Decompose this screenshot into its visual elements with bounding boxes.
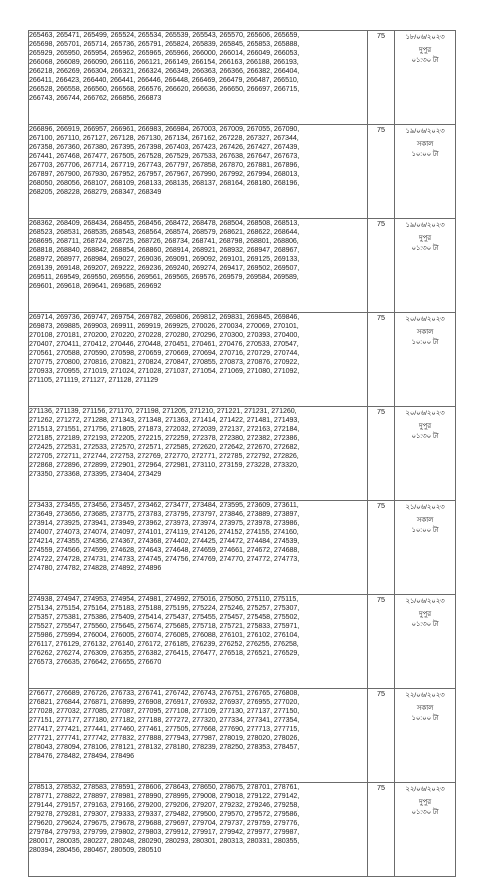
- roll-numbers-cell: 266896, 266919, 266957, 266961, 266983, 266984, 267003, 267009, 267055, 267090, 267100, 267110, 267127, 267128, 267130, 267134, 267162, 267228, 267327, 267344, 267358, 267360, 267380, 267395, 267398, 267403, 267423, 267426, 267427, 267439, 267441, 267468, 267477, 267505, 267528, 267529, 267533, 267638, 267647, 267673, 267703, 267706, 267714, 267719, 267743, 267797, 267858, 267870, 267881, 267896, 267897, 267900, 267930, 267952, 267957, 267967, 267990, 267992, 267994, 268013, 268050, 268056, 268107, 268109, 268133, 268135, 268137, 268164, 268180, 268196, 268205, 268228, 268279, 268347, 268349: [29, 125, 368, 219]
- exam-time: সকাল ১০:০০ টা: [411, 705, 439, 722]
- table-row: [29, 595, 456, 689]
- roll-numbers-cell: 274938, 274947, 274953, 274954, 274981, 274992, 275016, 275050, 275110, 275115, 275134, 275154, 275164, 275183, 275188, 275195, 275224, 275246, 275257, 275307, 275357, 275381, 275386, 275409, 275414, 275437, 275455, 275457, 275458, 275502, 275527, 275547, 275560, 275645, 275674, 275685, 275718, 275721, 275833, 275971, 275986, 275994, 276004, 276005, 276074, 276085, 276088, 276101, 276102, 276104, 276117, 276129, 276132, 276140, 276172, 276185, 276239, 276252, 276255, 276258, 276262, 276274, 276309, 276355, 276382, 276415, 276477, 276518, 276521, 276529, 276573, 276635, 276642, 276655, 276670: [29, 595, 368, 689]
- candidate-count-cell: 75: [368, 31, 395, 125]
- table-row: [29, 783, 456, 877]
- schedule-table: [28, 30, 456, 877]
- roll-numbers-cell: 265463, 265471, 265499, 265524, 265534, 265539, 265543, 265570, 265606, 265659, 265698, 265701, 265714, 265736, 265791, 265824, 265839, 265845, 265853, 265888, 265929, 265950, 265954, 265962, 265965, 265966, 266000, 266014, 266049, 266053, 266068, 266089, 266090, 266116, 266121, 266149, 266154, 266163, 266188, 266193, 266218, 266269, 266304, 266321, 266324, 266349, 266363, 266366, 266382, 266404, 266411, 266423, 266440, 266441, 266446, 266448, 266469, 266479, 266487, 266510, 266528, 266558, 266560, 266568, 266576, 266620, 266636, 266650, 266697, 266715, 266743, 266744, 266762, 266856, 266873: [29, 31, 368, 125]
- table-row: [29, 219, 456, 313]
- candidate-count-cell: 75: [368, 313, 395, 407]
- table-row: [29, 407, 456, 501]
- table-row: [29, 313, 456, 407]
- exam-time: সকাল ১০:০০ টা: [411, 517, 439, 534]
- exam-time: দুপুর ০১:৩০ টা: [411, 799, 439, 816]
- candidate-count-cell: 75: [368, 501, 395, 595]
- roll-numbers-cell: 273433, 273455, 273456, 273457, 273462, 273477, 273484, 273595, 273609, 273611, 273649, 273656, 273685, 273775, 273783, 273795, 273797, 273846, 273889, 273897, 273914, 273925, 273941, 273949, 273962, 273973, 273974, 273975, 273978, 273986, 274007, 274073, 274074, 274097, 274101, 274119, 274126, 274152, 274155, 274160, 274214, 274355, 274356, 274367, 274368, 274402, 274425, 274472, 274484, 274539, 274559, 274566, 274599, 274628, 274643, 274648, 274659, 274661, 274672, 274688, 274722, 274728, 274731, 274733, 274745, 274756, 274769, 274770, 274772, 274773, 274780, 274782, 274828, 274892, 274896: [29, 501, 368, 595]
- exam-date: ১৯/০৬/২০২৩: [405, 128, 445, 135]
- exam-date: ২১/০৬/২০২৩: [405, 598, 445, 605]
- table-row: [29, 501, 456, 595]
- exam-time: সকাল ১০:০০ টা: [411, 329, 439, 346]
- exam-date: ১৯/০৬/২০২৩: [405, 222, 445, 229]
- exam-date: ২২/০৬/২০২৩: [405, 692, 445, 699]
- candidate-count-cell: 75: [368, 219, 395, 313]
- candidate-count-cell: 75: [368, 125, 395, 219]
- date-time-cell: [395, 313, 456, 407]
- roll-numbers-cell: 269714, 269736, 269747, 269754, 269782, 269806, 269812, 269831, 269845, 269846, 269873, 269885, 269903, 269911, 269919, 269925, 270026, 270034, 270069, 270101, 270108, 270181, 270200, 270220, 270228, 270280, 270296, 270300, 270393, 270400, 270407, 270411, 270412, 270446, 270448, 270451, 270461, 270476, 270533, 270547, 270561, 270588, 270590, 270598, 270659, 270669, 270694, 270716, 270729, 270744, 270775, 270800, 270816, 270821, 270824, 270847, 270855, 270873, 270876, 270922, 270933, 270955, 271019, 271024, 271028, 271037, 271054, 271069, 271080, 271092, 271105, 271119, 271127, 271128, 271129: [29, 313, 368, 407]
- exam-time: দুপুর ০১:৩০ টা: [411, 235, 439, 252]
- date-time-cell: [395, 689, 456, 783]
- date-time-cell: [395, 125, 456, 219]
- exam-date: ২০/০৬/২০২৩: [405, 316, 445, 323]
- date-time-cell: [395, 407, 456, 501]
- roll-numbers-cell: 276677, 276689, 276726, 276733, 276741, 276742, 276743, 276751, 276765, 276808, 276821, 276844, 276871, 276899, 276908, 276917, 276932, 276937, 276955, 277020, 277028, 277032, 277085, 277087, 277095, 277108, 277109, 277130, 277137, 277150, 277151, 277177, 277180, 277182, 277188, 277272, 277320, 277334, 277341, 277354, 277417, 277421, 277441, 277460, 277461, 277505, 277668, 277690, 277713, 277715, 277721, 277741, 277742, 277832, 277888, 277943, 277987, 278019, 278020, 278026, 278043, 278094, 278106, 278121, 278132, 278180, 278239, 278250, 278353, 278457, 278476, 278482, 278494, 278496: [29, 689, 368, 783]
- exam-time: দুপুর ০১:৩০ টা: [411, 47, 439, 64]
- candidate-count-cell: 75: [368, 407, 395, 501]
- roll-numbers-cell: 268362, 268409, 268434, 268455, 268456, 268472, 268478, 268504, 268508, 268513, 268523, 268531, 268535, 268543, 268564, 268574, 268579, 268621, 268622, 268644, 268695, 268711, 268724, 268725, 268726, 268734, 268741, 268798, 268801, 268806, 268818, 268840, 268842, 268854, 268860, 268914, 268921, 268932, 268947, 268967, 268972, 268977, 268984, 269027, 269036, 269091, 269092, 269101, 269125, 269133, 269139, 269148, 269207, 269222, 269236, 269240, 269274, 269417, 269502, 269507, 269511, 269549, 269550, 269556, 269561, 269565, 269576, 269579, 269584, 269589, 269601, 269618, 269641, 269685, 269692: [29, 219, 368, 313]
- exam-date: ১৮/০৬/২০২৩: [405, 34, 445, 41]
- roll-numbers-cell: 271136, 271139, 271156, 271170, 271198, 271205, 271210, 271221, 271231, 271260, 271262, 271272, 271288, 271343, 271348, 271363, 271414, 271422, 271481, 271493, 271513, 271551, 271756, 271805, 271873, 272032, 272039, 272137, 272163, 272184, 272185, 272189, 272193, 272205, 272215, 272259, 272378, 272380, 272382, 272386, 272425, 272531, 272533, 272570, 272571, 272585, 272620, 272642, 272670, 272682, 272705, 272711, 272744, 272753, 272769, 272770, 272771, 272785, 272792, 272826, 272868, 272896, 272899, 272901, 272964, 272981, 273110, 273159, 273228, 273320, 273350, 273368, 273395, 273404, 273429: [29, 407, 368, 501]
- table-row: [29, 31, 456, 125]
- candidate-count-cell: 75: [368, 595, 395, 689]
- table-row: [29, 689, 456, 783]
- exam-time: দুপুর ০১:৩০ টা: [411, 423, 439, 440]
- exam-date: ২২/০৬/২০২৩: [405, 786, 445, 793]
- date-time-cell: [395, 595, 456, 689]
- exam-date: ২১/০৬/২০২৩: [405, 504, 445, 511]
- schedule-rows: [29, 31, 456, 877]
- date-time-cell: [395, 219, 456, 313]
- exam-time: সকাল ১০:০০ টা: [411, 141, 439, 158]
- roll-numbers-cell: 278513, 278532, 278583, 278591, 278606, 278643, 278650, 278675, 278701, 278761, 278771, 278822, 278897, 278981, 278990, 278995, 279008, 279018, 279122, 279142, 279144, 279157, 279163, 279166, 279200, 279206, 279207, 279232, 279246, 279258, 279278, 279281, 279307, 279333, 279337, 279482, 279500, 279570, 279572, 279586, 279620, 279624, 279675, 279678, 279688, 279697, 279704, 279737, 279759, 279776, 279784, 279793, 279799, 279802, 279803, 279912, 279917, 279942, 279977, 279987, 280017, 280035, 280227, 280248, 280290, 280293, 280301, 280313, 280331, 280355, 280394, 280456, 280467, 280509, 280510: [29, 783, 368, 877]
- candidate-count-cell: 75: [368, 689, 395, 783]
- date-time-cell: [395, 501, 456, 595]
- exam-time: দুপুর ০১:৩০ টা: [411, 611, 439, 628]
- candidate-count-cell: 75: [368, 783, 395, 877]
- date-time-cell: [395, 31, 456, 125]
- exam-date: ২০/০৬/২০২৩: [405, 410, 445, 417]
- date-time-cell: [395, 783, 456, 877]
- table-row: [29, 125, 456, 219]
